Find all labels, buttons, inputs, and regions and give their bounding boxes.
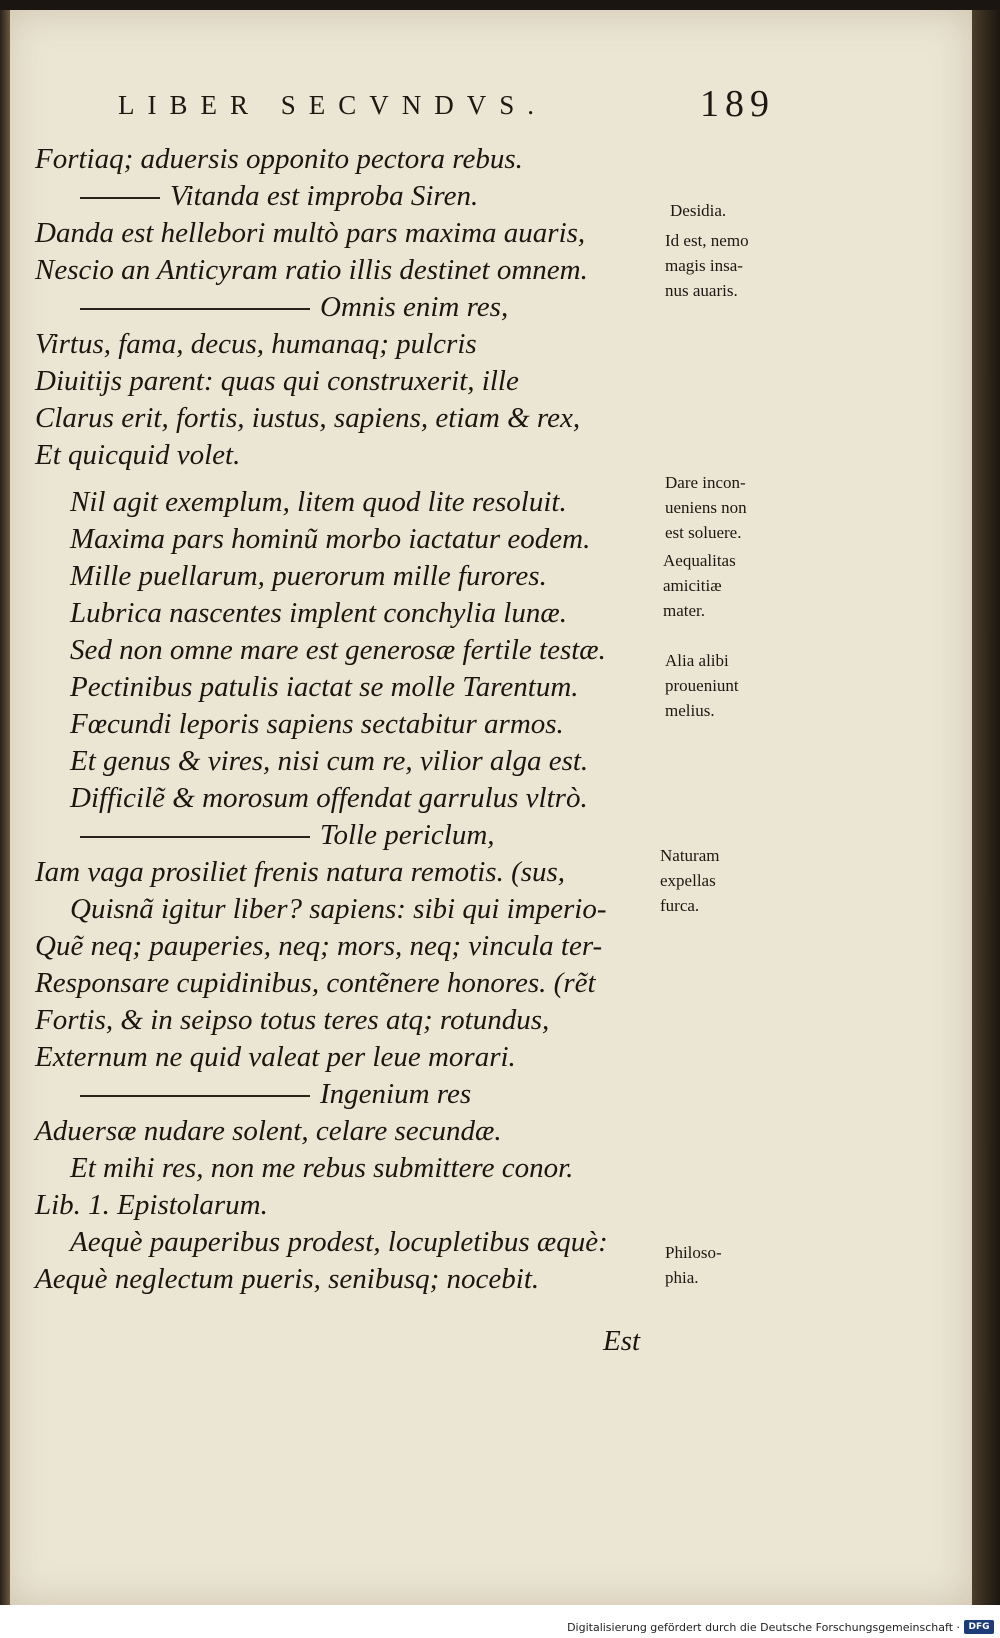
verse-line: Sed non omne mare est generosæ fertile testæ. — [70, 634, 606, 666]
margin-note: Aequalitas amicitiæ mater. — [663, 551, 736, 620]
verse-line: Fœcundi leporis sapiens sectabitur armos. — [70, 708, 564, 740]
verse-line: Diuitijs parent: quas qui construxerit, ille — [35, 365, 519, 397]
margin-note: Alia alibi proueniunt melius. — [665, 651, 739, 720]
margin-note: Id est, nemo magis insa- nus auaris. — [665, 231, 749, 300]
footer-credit: Digitalisierung gefördert durch die Deutsche Forschungsgemeinschaft · — [567, 1621, 960, 1634]
verse-line: Lubrica nascentes implent conchylia lunæ. — [70, 597, 567, 629]
dfg-logo: DFG — [964, 1620, 994, 1634]
page-edge — [972, 10, 1000, 1605]
verse-line: Vitanda est improba Siren. — [80, 180, 478, 213]
verse-line: Omnis enim res, — [80, 291, 508, 324]
verse-line: Aduersæ nudare solent, celare secundæ. — [35, 1115, 502, 1147]
catchword: Est — [603, 1325, 641, 1357]
verse-line: Responsare cupidinibus, contẽnere honores. (rẽt — [35, 967, 596, 999]
verse-line: Pectinibus patulis iactat se molle Tarentum. — [70, 671, 579, 703]
verse-line: Lib. 1. Epistolarum. — [35, 1189, 268, 1221]
verse-line: Mille puellarum, puerorum mille furores. — [70, 560, 547, 592]
verse-line: Difficilẽ & morosum offendat garrulus vltrò. — [70, 782, 588, 814]
book-spine — [0, 10, 10, 1605]
verse-line: Virtus, fama, decus, humanaq; pulcris — [35, 328, 477, 360]
verse-line: Et quicquid volet. — [35, 439, 241, 471]
verse-line: Tolle periclum, — [80, 819, 495, 852]
verse-line: Clarus erit, fortis, iustus, sapiens, etiam & rex, — [35, 402, 581, 434]
verse-line: Nil agit exemplum, litem quod lite resoluit. — [70, 486, 567, 518]
verse-line: Quisnã igitur liber? sapiens: sibi qui imperio- — [70, 893, 607, 925]
verse-line: Danda est hellebori multò pars maxima auaris, — [35, 217, 586, 249]
verse-line: Iam vaga prosiliet frenis natura remotis. (sus, — [35, 856, 566, 888]
dash-rule — [80, 1095, 310, 1097]
verse-line: Et mihi res, non me rebus submittere conor. — [70, 1152, 574, 1184]
verse-line: Et genus & vires, nisi cum re, vilior alga est. — [70, 745, 589, 777]
verse-line: Ingenium res — [80, 1078, 471, 1111]
dash-rule — [80, 308, 310, 310]
verse-line: Fortiaq; aduersis opponito pectora rebus. — [35, 143, 523, 175]
margin-note: Dare incon- ueniens non est soluere. — [665, 473, 747, 542]
verse-line: Quẽ neq; pauperies, neq; mors, neq; vincula ter- — [35, 930, 603, 962]
dash-rule — [80, 836, 310, 838]
running-title: LIBER SECVNDVS. — [118, 90, 548, 120]
verse-line: Aequè pauperibus prodest, locupletibus æquè: — [70, 1226, 608, 1258]
verse-line: Externum ne quid valeat per leue morari. — [35, 1041, 516, 1073]
verse-line: Fortis, & in seipso totus teres atq; rotundus, — [35, 1004, 550, 1036]
margin-note: Philoso- phia. — [665, 1243, 722, 1287]
page-number: 189 — [700, 83, 775, 125]
verse-line: Maxima pars hominũ morbo iactatur eodem. — [70, 523, 591, 555]
verse-line: Nescio an Anticyram ratio illis destinet omnem. — [35, 254, 588, 286]
margin-note: Desidia. — [670, 201, 727, 220]
margin-note: Naturam expellas furca. — [660, 846, 720, 915]
dash-rule — [80, 197, 160, 199]
verse-line: Aequè neglectum pueris, senibusq; nocebit. — [35, 1263, 540, 1295]
